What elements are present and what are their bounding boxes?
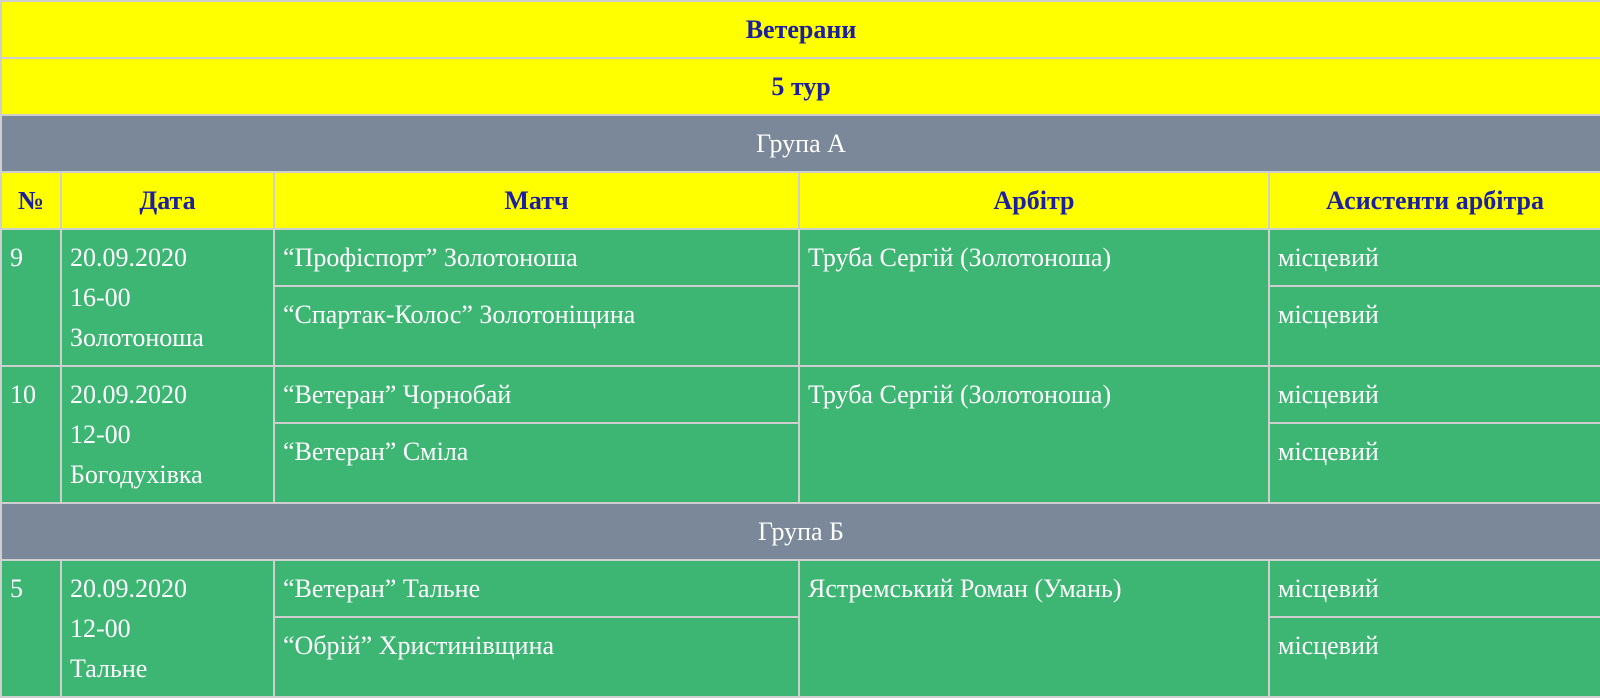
- group-header: Група Б: [1, 503, 1600, 560]
- match-number: 5: [1, 560, 61, 697]
- away-team: “Спартак-Колос” Золотоніщина: [274, 286, 799, 366]
- match-date-cell: [61, 366, 274, 503]
- match-number: 9: [1, 229, 61, 366]
- referee: Труба Сергій (Золотоноша): [799, 366, 1269, 503]
- match-time: 16-00: [70, 283, 131, 312]
- match-date-cell: [61, 229, 274, 366]
- header-referee: Арбітр: [799, 172, 1269, 229]
- assistant: місцевий: [1269, 286, 1600, 366]
- match-number: 10: [1, 366, 61, 503]
- match-date-cell: [61, 560, 274, 697]
- assistant: місцевий: [1269, 560, 1600, 617]
- match-date: 20.09.2020: [70, 380, 187, 409]
- header-match: Матч: [274, 172, 799, 229]
- group-header: Група А: [1, 115, 1600, 172]
- header-number: №: [1, 172, 61, 229]
- match-venue: Тальне: [70, 654, 148, 683]
- away-team: “Обрій” Христинівщина: [274, 617, 799, 697]
- assistant: місцевий: [1269, 617, 1600, 697]
- home-team: “Ветеран” Тальне: [274, 560, 799, 617]
- away-team: “Ветеран” Сміла: [274, 423, 799, 503]
- header-assistants: Асистенти арбітра: [1269, 172, 1600, 229]
- match-venue: Золотоноша: [70, 323, 204, 352]
- match-time: 12-00: [70, 614, 131, 643]
- table-row: [1, 229, 1600, 286]
- referee: Ястремський Роман (Умань): [799, 560, 1269, 697]
- assistant: місцевий: [1269, 366, 1600, 423]
- assistant: місцевий: [1269, 423, 1600, 503]
- page-title: Ветерани: [1, 1, 1600, 58]
- column-headers: [1, 172, 1600, 229]
- home-team: “Профіспорт” Золотоноша: [274, 229, 799, 286]
- match-venue: Богодухівка: [70, 460, 203, 489]
- header-date: Дата: [61, 172, 274, 229]
- table-row: [1, 366, 1600, 423]
- assistant: місцевий: [1269, 229, 1600, 286]
- table-row: [1, 560, 1600, 617]
- round-title: 5 тур: [1, 58, 1600, 115]
- match-time: 12-00: [70, 420, 131, 449]
- referee: Труба Сергій (Золотоноша): [799, 229, 1269, 366]
- home-team: “Ветеран” Чорнобай: [274, 366, 799, 423]
- match-date: 20.09.2020: [70, 574, 187, 603]
- match-date: 20.09.2020: [70, 243, 187, 272]
